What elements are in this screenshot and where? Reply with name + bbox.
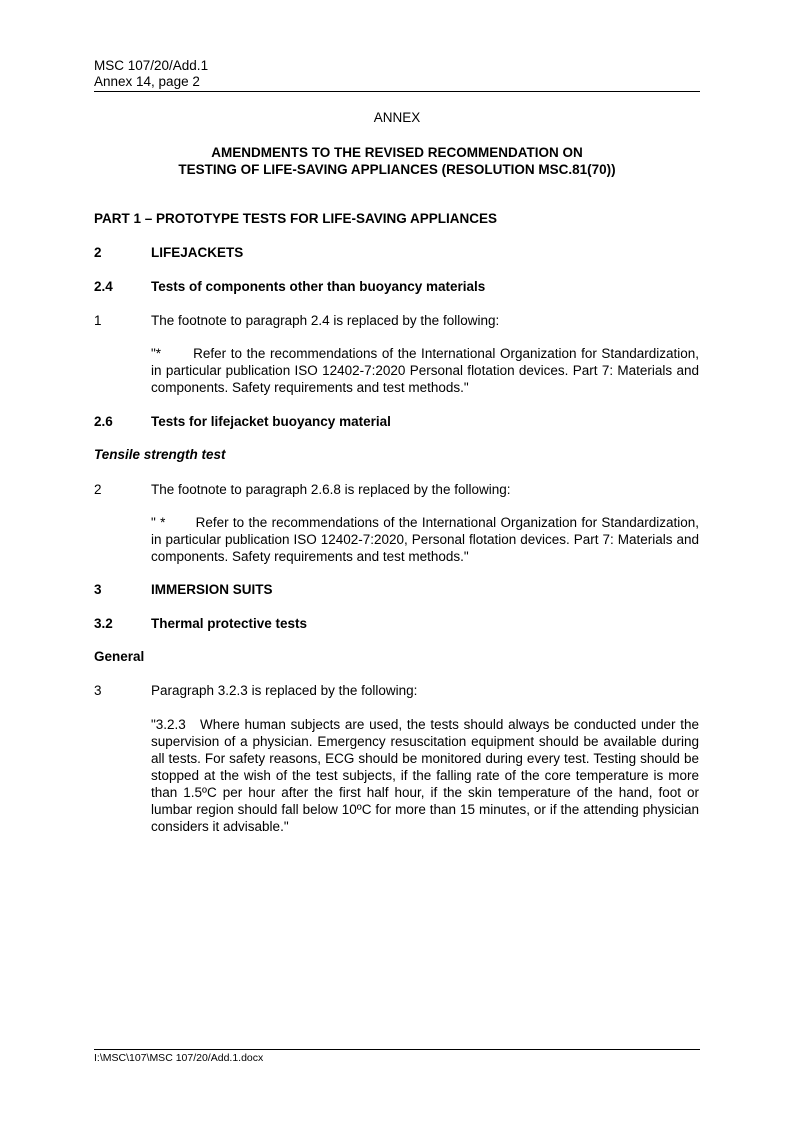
footer-rule — [94, 1049, 700, 1050]
doc-reference: MSC 107/20/Add.1 — [94, 58, 209, 73]
part-heading: PART 1 – PROTOTYPE TESTS FOR LIFE-SAVING APPLIANCES — [94, 211, 498, 226]
item-1-quote: "* Refer to the recommendations of the International Organization for Standardization, in particular publication ISO 12402-7:2020 Personal flotation devices. Part 7: Materials and components. Safety requirements and test methods." — [151, 346, 699, 395]
section-3-2-title: Thermal protective tests — [151, 616, 308, 631]
page-reference: Annex 14, page 2 — [94, 74, 200, 89]
document-title — [94, 144, 700, 178]
item-1-number: 1 — [94, 313, 102, 328]
annex-label: ANNEX — [373, 110, 421, 125]
section-3-title: IMMERSION SUITS — [151, 582, 273, 597]
tensile-strength-heading: Tensile strength test — [94, 447, 226, 462]
section-2-title: LIFEJACKETS — [151, 245, 244, 260]
item-3-quote: "3.2.3 Where human subjects are used, the tests should always be conducted under the supervision of a physician. Emergency resuscitation equipment should be available during all tests. For safety reasons, ECG should be monitored during every test. Testing should be stopped at the wish of the test subjects, if the falling rate of the core temperature is more than 1.5ºC per hour after the first half hour, if the skin temperature of the hand, foot or lumbar region should fall below 10ºC for more than 15 minutes, or if the attending physician considers it advisable." — [151, 717, 699, 834]
section-3-number: 3 — [94, 582, 102, 597]
title-line-1: AMENDMENTS TO THE REVISED RECOMMENDATION ON — [211, 145, 583, 160]
section-2-4-title: Tests of components other than buoyancy materials — [151, 279, 486, 294]
title-line-2: TESTING OF LIFE-SAVING APPLIANCES (RESOLUTION MSC.81(70)) — [178, 162, 616, 177]
item-1-text: The footnote to paragraph 2.4 is replaced by the following: — [151, 313, 500, 328]
item-3-number: 3 — [94, 683, 102, 698]
item-3-text: Paragraph 3.2.3 is replaced by the following: — [151, 683, 418, 698]
item-2-quote: " * Refer to the recommendations of the International Organization for Standardization, in particular publication ISO 12402-7:2020, Personal flotation devices. Part 7: Materials and components. Safety requirements and test methods." — [151, 515, 699, 564]
section-2-number: 2 — [94, 245, 102, 260]
footer-file-path: I:\MSC\107\MSC 107/20/Add.1.docx — [94, 1052, 264, 1064]
item-2-text: The footnote to paragraph 2.6.8 is replaced by the following: — [151, 482, 511, 497]
general-heading: General — [94, 649, 145, 664]
section-3-2-number: 3.2 — [94, 616, 113, 631]
section-2-6-title: Tests for lifejacket buoyancy material — [151, 414, 391, 429]
section-2-4-number: 2.4 — [94, 279, 113, 294]
page-header — [94, 58, 700, 90]
header-rule — [94, 91, 700, 92]
section-2-6-number: 2.6 — [94, 414, 113, 429]
item-2-number: 2 — [94, 482, 102, 497]
